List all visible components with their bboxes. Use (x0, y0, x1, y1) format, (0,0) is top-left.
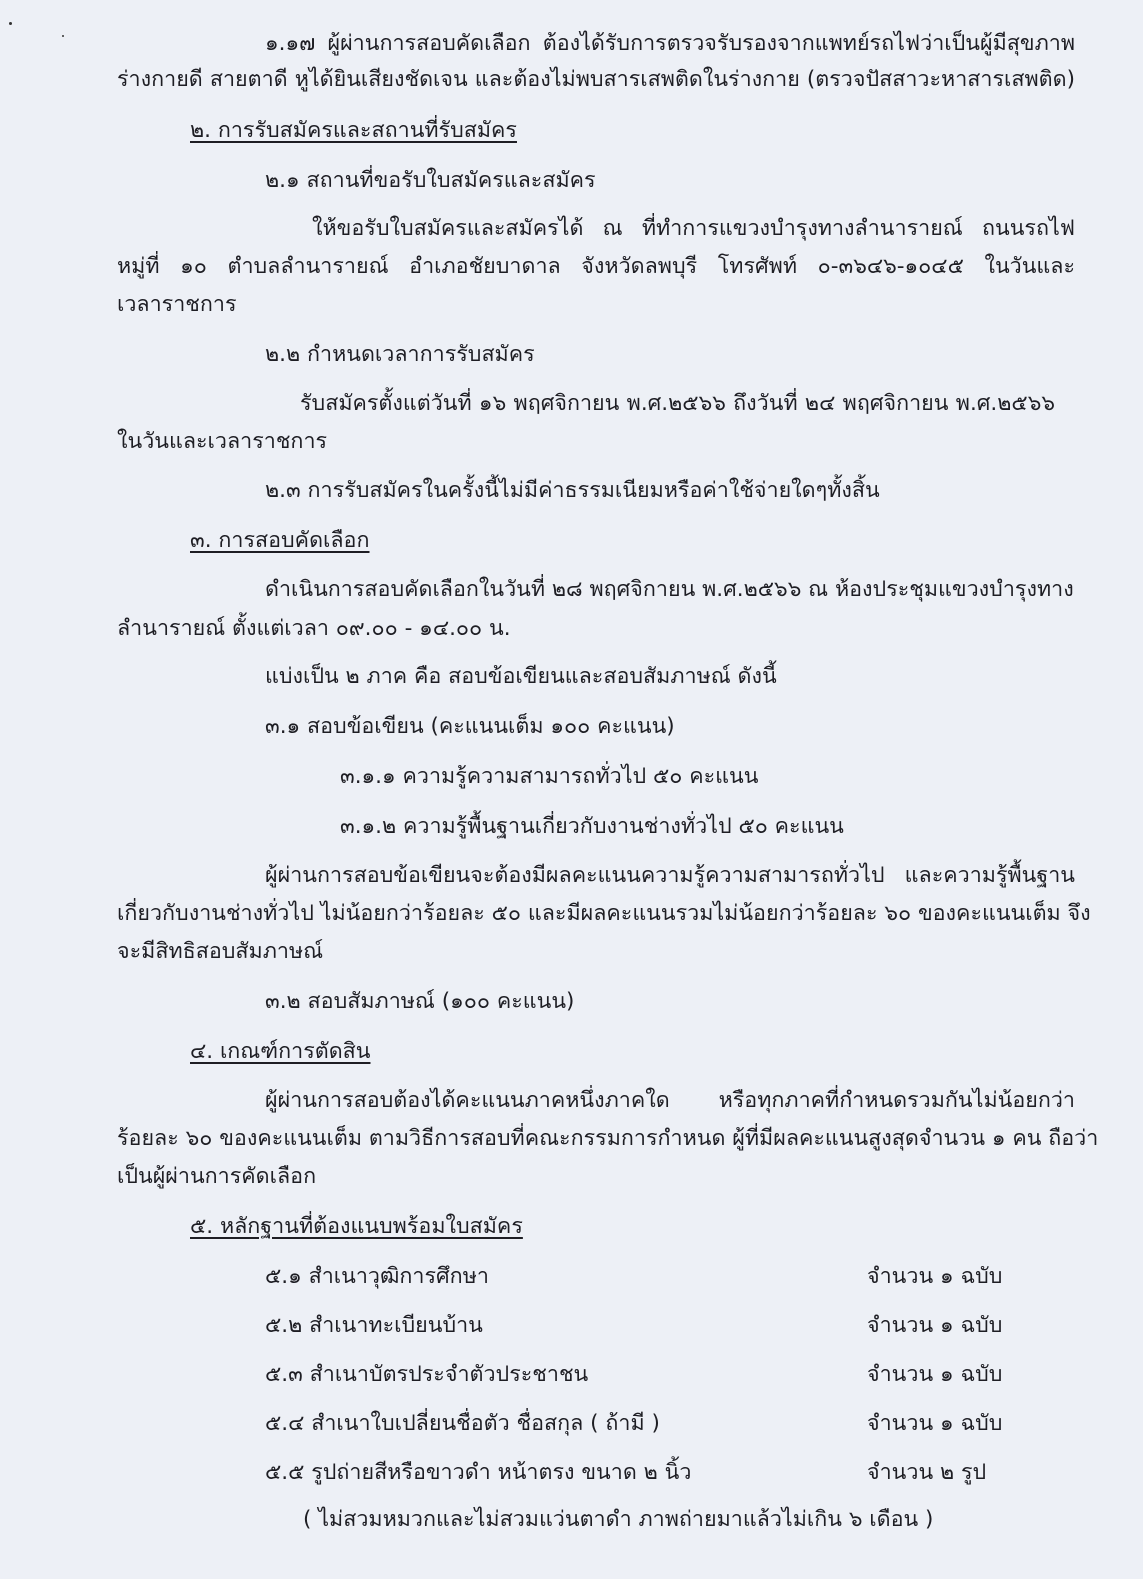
evidence-item-qty: จำนวน ๑ ฉบับ (867, 1313, 1003, 1338)
sub-3-1: ๓.๑ สอบข้อเขียน (คะแนนเต็ม ๑๐๐ คะแนน) (265, 714, 675, 739)
section-4-text-line1: ผู้ผ่านการสอบต้องได้คะแนนภาคหนึ่งภาคใด หรือทุกภาคที่กำหนดรวมกันไม่น้อยกว่า (265, 1088, 1075, 1113)
section-4-text-line2: ร้อยละ ๖๐ ของคะแนนเต็ม ตามวิธีการสอบที่คณะกรรมการกำหนด ผู้ที่มีผลคะแนนสูงสุดจำนวน ๑ คน ถือว่า (117, 1126, 1099, 1151)
item-1-17-line2: ร่างกายดี สายตาดี หูได้ยินเสียงชัดเจน และต้องไม่พบสารเสพติดในร่างกาย (ตรวจปัสสาวะหาสารเสพติด) (117, 67, 1075, 92)
sub-3-1-2: ๓.๑.๒ ความรู้พื้นฐานเกี่ยวกับงานช่างทั่วไป ๕๐ คะแนน (340, 814, 844, 839)
sub-2-1: ๒.๑ สถานที่ขอรับใบสมัครและสมัคร (265, 168, 596, 193)
evidence-item-qty: จำนวน ๑ ฉบับ (867, 1411, 1003, 1436)
evidence-item-label: ๕.๑ สำเนาวุฒิการศึกษา (265, 1264, 489, 1289)
evidence-item-label: ๕.๓ สำเนาบัตรประจำตัวประชาชน (265, 1362, 589, 1387)
sub-2-2: ๒.๒ กำหนดเวลาการรับสมัคร (265, 342, 535, 367)
evidence-item-label: ๕.๕ รูปถ่ายสีหรือขาวดำ หน้าตรง ขนาด ๒ นิ้ว (265, 1460, 692, 1485)
item-1-17-line1: ๑.๑๗ ผู้ผ่านการสอบคัดเลือก ต้องได้รับการตรวจรับรองจากแพทย์รถไฟว่าเป็นผู้มีสุขภาพ (265, 31, 1075, 56)
sub-3-1-1: ๓.๑.๑ ความรู้ความสามารถทั่วไป ๕๐ คะแนน (340, 764, 759, 789)
section-3-text-line2: ลำนารายณ์ ตั้งแต่เวลา ๐๙.๐๐ - ๑๔.๐๐ น. (117, 616, 511, 641)
text-2-1-line3: เวลาราชการ (117, 292, 237, 317)
section-4-text-line3: เป็นผู้ผ่านการคัดเลือก (117, 1164, 317, 1189)
text-2-1-line1: ให้ขอรับใบสมัครและสมัครได้ ณ ที่ทำการแขวงบำรุงทางลำนารายณ์ ถนนรถไฟ (312, 216, 1075, 241)
text-2-2-line1: รับสมัครตั้งแต่วันที่ ๑๖ พฤศจิกายน พ.ศ.๒๕๖๖ ถึงวันที่ ๒๔ พฤศจิกายน พ.ศ.๒๕๖๖ (300, 391, 1055, 416)
section-2-heading: ๒. การรับสมัครและสถานที่รับสมัคร (190, 118, 517, 143)
evidence-item-qty: จำนวน ๑ ฉบับ (867, 1362, 1003, 1387)
text-2-2-line2: ในวันและเวลาราชการ (117, 429, 328, 454)
sub-2-3: ๒.๓ การรับสมัครในครั้งนี้ไม่มีค่าธรรมเนียมหรือค่าใช้จ่ายใดๆทั้งสิ้น (265, 478, 880, 503)
section-3-heading: ๓. การสอบคัดเลือก (190, 528, 370, 553)
text-2-1-line2: หมู่ที่ ๑๐ ตำบลลำนารายณ์ อำเภอชัยบาดาล จังหวัดลพบุรี โทรศัพท์ ๐-๓๖๔๖-๑๐๔๕ ในวันและ (117, 254, 1075, 279)
photo-note: ( ไม่สวมหมวกและไม่สวมแว่นตาดำ ภาพถ่ายมาแล้วไม่เกิน ๖ เดือน ) (303, 1507, 934, 1532)
evidence-item-label: ๕.๒ สำเนาทะเบียนบ้าน (265, 1313, 483, 1338)
pass-line2: เกี่ยวกับงานช่างทั่วไป ไม่น้อยกว่าร้อยละ ๕๐ และมีผลคะแนนรวมไม่น้อยกว่าร้อยละ ๖๐ ของคะแนนเต็ม จึง (117, 901, 1091, 926)
section-3-parts: แบ่งเป็น ๒ ภาค คือ สอบข้อเขียนและสอบสัมภาษณ์ ดังนี้ (265, 664, 777, 689)
sub-3-2: ๓.๒ สอบสัมภาษณ์ (๑๐๐ คะแนน) (265, 989, 575, 1014)
evidence-item-qty: จำนวน ๒ รูป (867, 1460, 987, 1485)
scan-speck (9, 22, 12, 25)
pass-line1: ผู้ผ่านการสอบข้อเขียนจะต้องมีผลคะแนนความรู้ความสามารถทั่วไป และความรู้พื้นฐาน (265, 863, 1075, 888)
evidence-item-qty: จำนวน ๑ ฉบับ (867, 1264, 1003, 1289)
section-5-heading: ๕. หลักฐานที่ต้องแนบพร้อมใบสมัคร (190, 1214, 523, 1239)
scan-speck (62, 35, 64, 37)
section-4-heading: ๔. เกณฑ์การตัดสิน (190, 1039, 371, 1064)
pass-line3: จะมีสิทธิสอบสัมภาษณ์ (117, 939, 324, 964)
section-3-text-line1: ดำเนินการสอบคัดเลือกในวันที่ ๒๘ พฤศจิกายน พ.ศ.๒๕๖๖ ณ ห้องประชุมแขวงบำรุงทาง (265, 577, 1074, 602)
evidence-item-label: ๕.๔ สำเนาใบเปลี่ยนชื่อตัว ชื่อสกุล ( ถ้ามี ) (265, 1411, 660, 1436)
